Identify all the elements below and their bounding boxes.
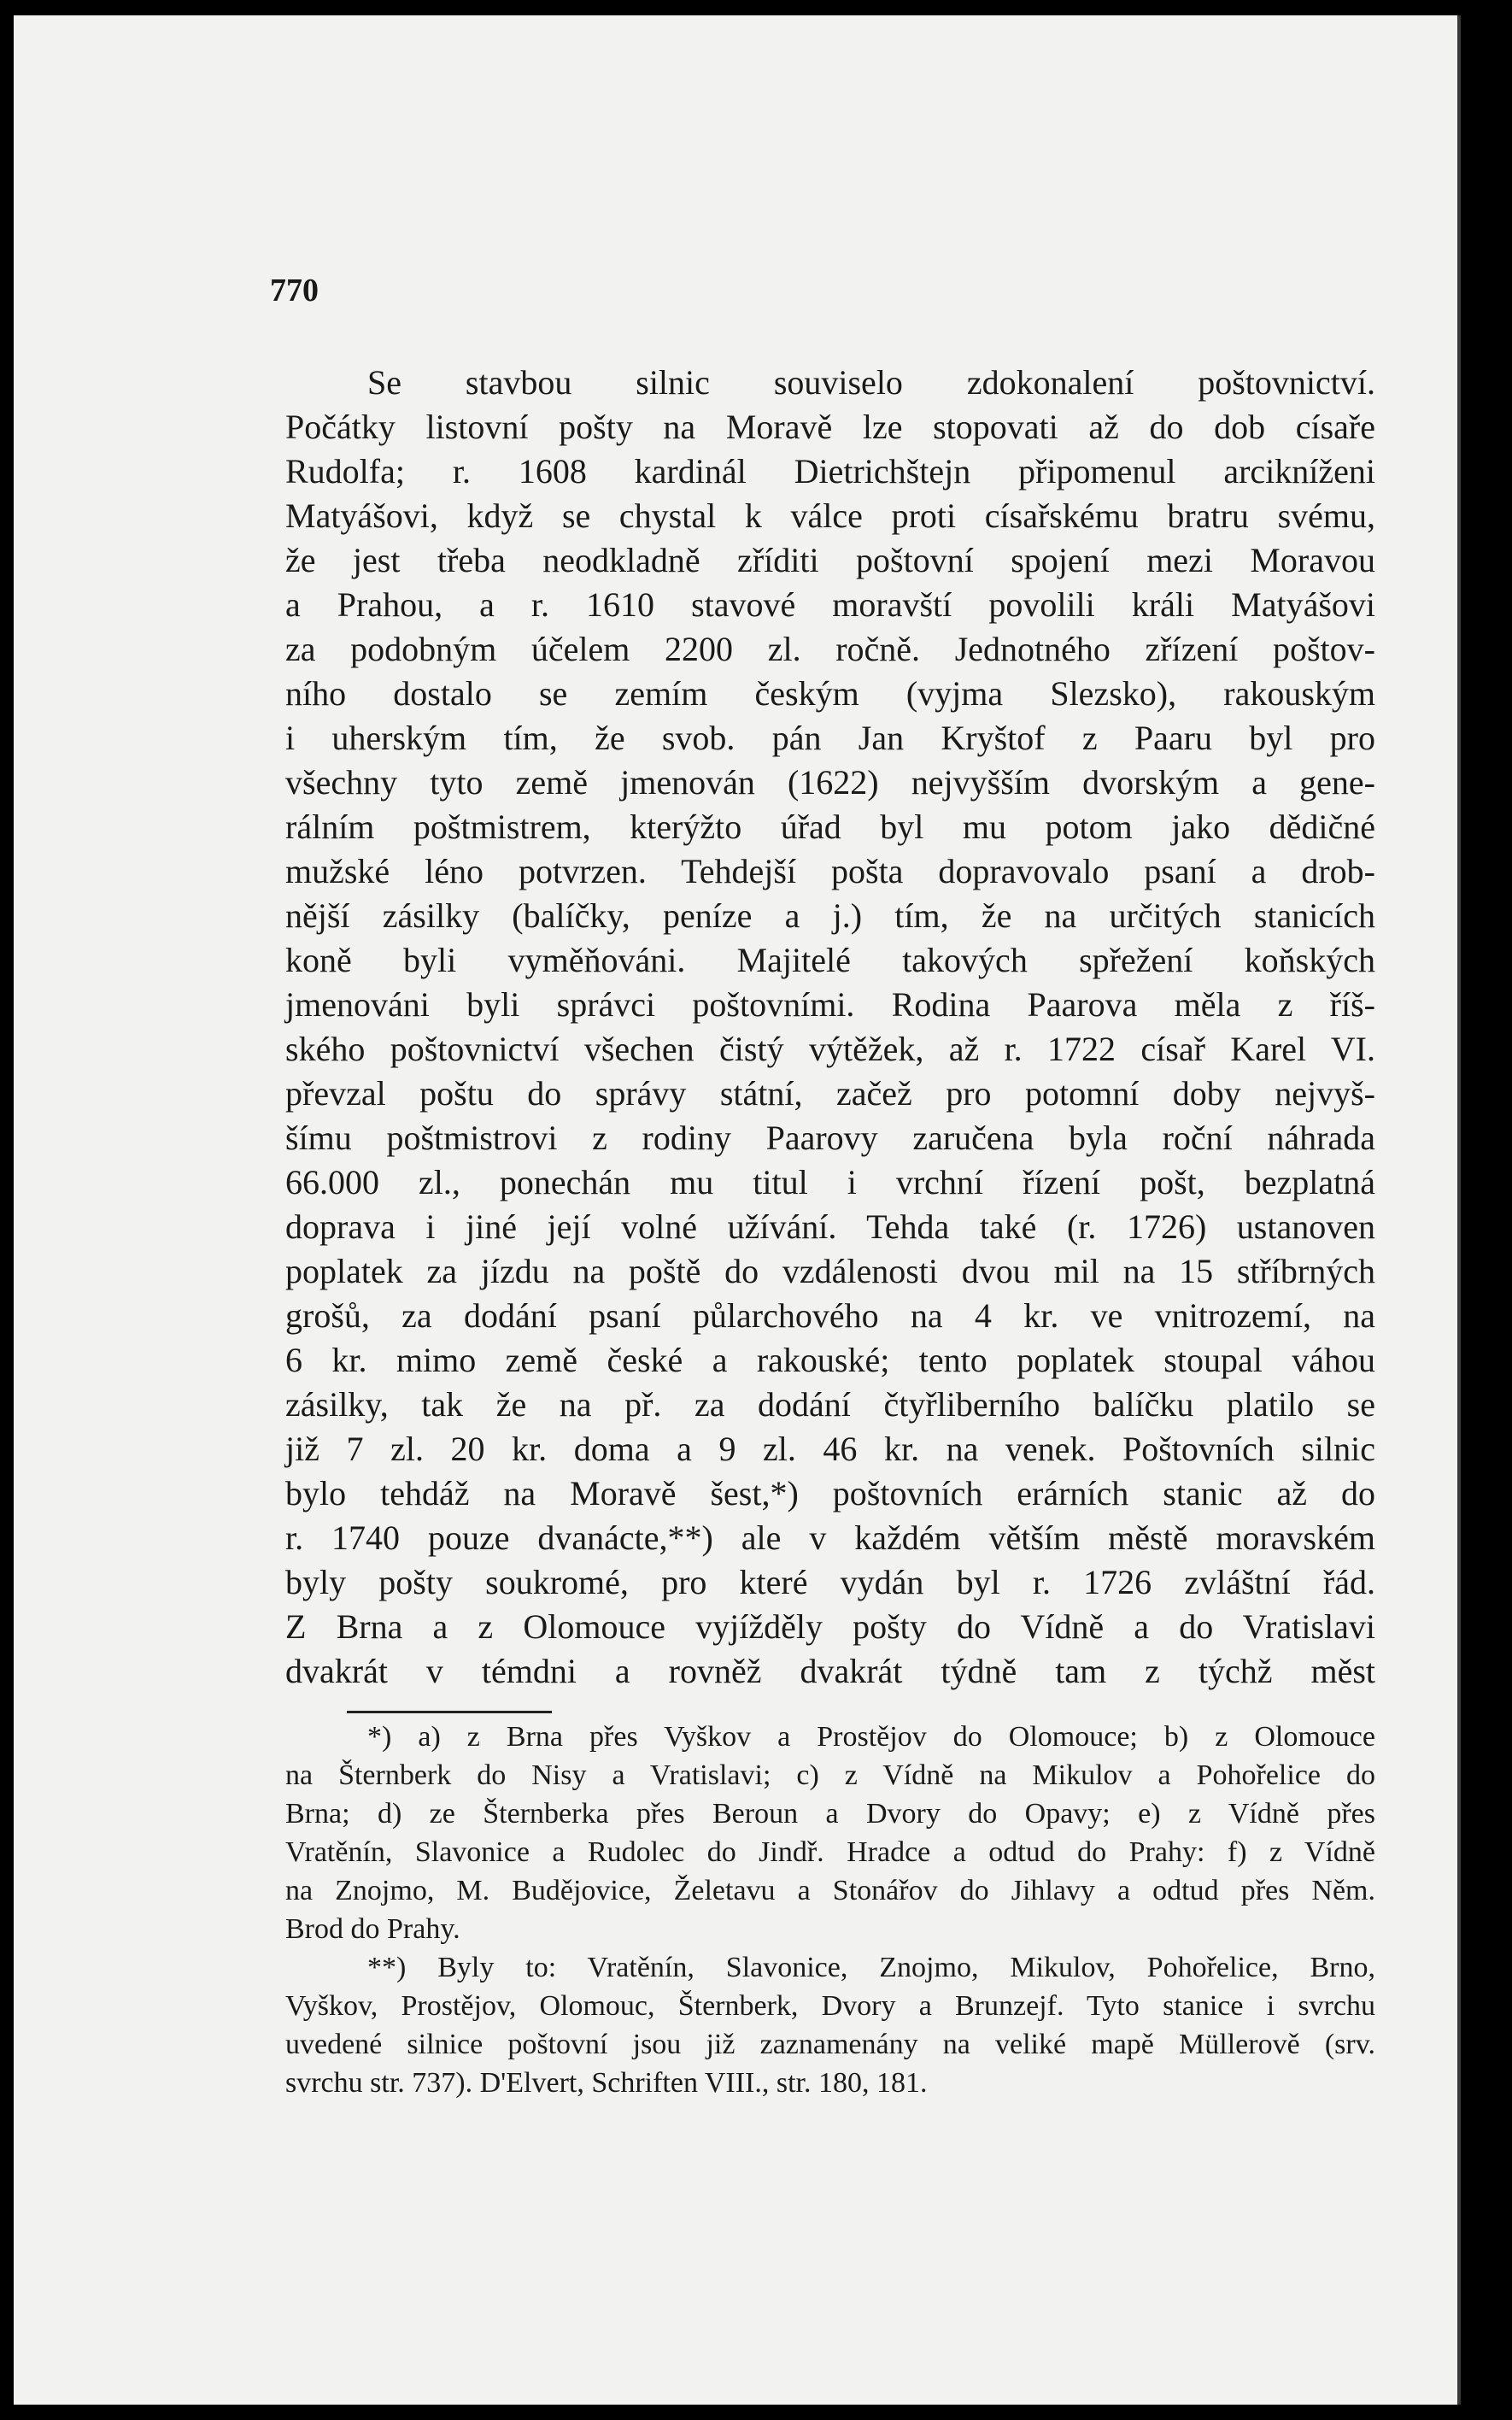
text-line: již 7 zl. 20 kr. doma a 9 zl. 46 kr. na venek. Poštovních silnic — [285, 1430, 1375, 1468]
text-line: i uherským tím, že svob. pán Jan Kryštof z Paaru byl pro — [285, 719, 1375, 757]
text-line: rálním poštmistrem, kterýžto úřad byl mu potom jako dědičné — [285, 808, 1375, 846]
text-line: byly pošty soukromé, pro které vydán byl r. 1726 zvláštní řád. — [285, 1563, 1375, 1601]
text-line: Se stavbou silnic souviselo zdokonalení poštovnictví. — [367, 363, 1375, 402]
text-line: zásilky, tak že na př. za dodání čtyřliberního balíčku platilo se — [285, 1385, 1375, 1424]
page-number: 770 — [270, 273, 319, 308]
text-line: že jest třeba neodkladně zříditi poštovní spojení mezi Moravou — [285, 541, 1375, 579]
text-line: všechny tyto země jmenován (1622) nejvyšším dvorským a gene- — [285, 763, 1375, 802]
text-line: 6 kr. mimo země české a rakouské; tento poplatek stoupal váhou — [285, 1341, 1375, 1379]
footnote-line: *) a) z Brna přes Vyškov a Prostějov do Olomouce; b) z Olomouce — [367, 1721, 1375, 1753]
text-line: ního dostalo se zemím českým (vyjma Slezsko), rakouským — [285, 674, 1375, 713]
footnote-line: Vyškov, Prostějov, Olomouc, Šternberk, Dvory a Brunzejf. Tyto stanice i svrchu — [285, 1990, 1375, 2022]
text-line: koně byli vyměňováni. Majitelé takových spřežení koňských — [285, 941, 1375, 979]
text-line: Matyášovi, když se chystal k válce proti císařskému bratru svému, — [285, 496, 1375, 535]
text-line: grošů, za dodání psaní půlarchového na 4 kr. ve vnitrozemí, na — [285, 1296, 1375, 1335]
footnote-line: Vratěnín, Slavonice a Rudolec do Jindř. Hradce a odtud do Prahy: f) z Vídně — [285, 1836, 1375, 1868]
text-line: 66.000 zl., ponechán mu titul i vrchní řízení pošt, bezplatná — [285, 1163, 1375, 1201]
text-line: převzal poštu do správy státní, začež pro potomní doby nejvyš- — [285, 1074, 1375, 1113]
footnote-line: Brna; d) ze Šternberka přes Beroun a Dvory do Opavy; e) z Vídně přes — [285, 1798, 1375, 1830]
footnote-line: na Šternberk do Nisy a Vratislavi; c) z Vídně na Mikulov a Pohořelice do — [285, 1759, 1375, 1791]
text-line: mužské léno potvrzen. Tehdejší pošta dopravovalo psaní a drob- — [285, 852, 1375, 890]
footnote-line: **) Byly to: Vratěnín, Slavonice, Znojmo, Mikulov, Pohořelice, Brno, — [367, 1952, 1375, 1983]
footnote-line: Brod do Prahy. — [285, 1913, 460, 1945]
text-line: Z Brna a z Olomouce vyjížděly pošty do Vídně a do Vratislavi — [285, 1607, 1375, 1646]
footnote-divider — [347, 1711, 552, 1713]
footnote-line: na Znojmo, M. Budějovice, Želetavu a Stonářov do Jihlavy a odtud přes Něm. — [285, 1875, 1375, 1906]
footnote-line: uvedené silnice poštovní jsou již zaznamenány na veliké mapě Müllerově (srv. — [285, 2029, 1375, 2060]
text-line: šímu poštmistrovi z rodiny Paarovy zaručena byla roční náhrada — [285, 1119, 1375, 1157]
text-line: doprava i jiné její volné užívání. Tehda také (r. 1726) ustanoven — [285, 1207, 1375, 1246]
text-line: bylo tehdáž na Moravě šest,*) poštovních erárních stanic až do — [285, 1474, 1375, 1512]
footnote-line: svrchu str. 737). D'Elvert, Schriften VIII., str. 180, 181. — [285, 2067, 928, 2099]
body-paragraph — [285, 361, 1375, 1694]
scanned-page — [14, 15, 1461, 2405]
text-line: nější zásilky (balíčky, peníze a j.) tím, že na určitých stanicích — [285, 896, 1375, 935]
text-line: Počátky listovní pošty na Moravě lze stopovati až do dob císaře — [285, 408, 1375, 446]
text-line: dvakrát v témdni a rovněž dvakrát týdně tam z týchž měst — [285, 1652, 1375, 1690]
text-line: Rudolfa; r. 1608 kardinál Dietrichštejn připomenul arcikníženi — [285, 452, 1375, 490]
text-line: jmenováni byli správci poštovními. Rodina Paarova měla z říš- — [285, 985, 1375, 1024]
text-line: za podobným účelem 2200 zl. ročně. Jednotného zřízení poštov- — [285, 630, 1375, 668]
text-line: ského poštovnictví všechen čistý výtěžek, až r. 1722 císař Karel VI. — [285, 1030, 1375, 1068]
footnotes — [285, 1718, 1375, 2102]
text-line: r. 1740 pouze dvanácte,**) ale v každém větším městě moravském — [285, 1518, 1375, 1557]
text-line: a Prahou, a r. 1610 stavové moravští povolili králi Matyášovi — [285, 585, 1375, 624]
text-line: poplatek za jízdu na poště do vzdálenosti dvou mil na 15 stříbrných — [285, 1252, 1375, 1290]
